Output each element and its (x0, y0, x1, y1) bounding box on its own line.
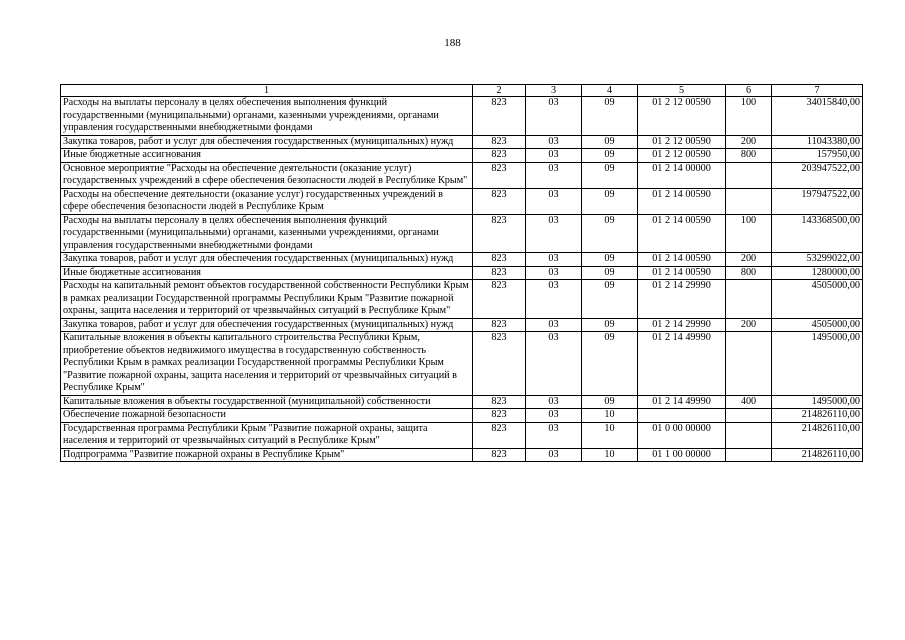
header-col-1: 1 (61, 85, 473, 97)
table-row (61, 266, 863, 280)
header-col-4: 4 (582, 85, 638, 97)
cell-target-article: 01 2 14 00590 (638, 188, 726, 214)
table-row (61, 448, 863, 462)
cell-target-article: 01 2 12 00590 (638, 97, 726, 136)
cell-target-article: 01 2 14 00590 (638, 253, 726, 267)
cell-section: 03 (526, 395, 582, 409)
table-header (61, 85, 863, 97)
cell-subsection: 09 (582, 162, 638, 188)
page-number: 188 (444, 37, 461, 49)
cell-name: Капитальные вложения в объекты капитального строительства Республики Крым, приобретение объектов недвижимого имущества в государственную собственность Республики Крым в рамках реализации Государственной программы Республики Крым "Развитие пожарной охраны, защита населения и территорий от чрезвычайных ситуаций в Республике Крым" (61, 332, 473, 396)
cell-target-article: 01 2 12 00590 (638, 149, 726, 163)
cell-amount: 214826110,00 (772, 422, 863, 448)
cell-name: Закупка товаров, работ и услуг для обеспечения государственных (муниципальных) нужд (61, 135, 473, 149)
cell-expense-type (726, 280, 772, 319)
cell-expense-type: 200 (726, 135, 772, 149)
cell-expense-type (726, 162, 772, 188)
cell-amount: 4505000,00 (772, 280, 863, 319)
cell-ministry: 823 (473, 188, 526, 214)
cell-subsection: 09 (582, 149, 638, 163)
cell-name: Расходы на капитальный ремонт объектов государственной собственности Республики Крым в рамках реализации Государственной программы Республики Крым "Развитие пожарной охраны, защита населения и территорий от чрезвычайных ситуаций в Республике Крым" (61, 280, 473, 319)
cell-expense-type: 800 (726, 266, 772, 280)
cell-expense-type: 800 (726, 149, 772, 163)
cell-target-article: 01 2 14 29990 (638, 280, 726, 319)
cell-amount: 214826110,00 (772, 448, 863, 462)
cell-amount: 214826110,00 (772, 409, 863, 423)
cell-amount: 1495000,00 (772, 332, 863, 396)
cell-amount: 34015840,00 (772, 97, 863, 136)
cell-subsection: 10 (582, 448, 638, 462)
cell-subsection: 09 (582, 318, 638, 332)
cell-section: 03 (526, 318, 582, 332)
cell-subsection: 09 (582, 135, 638, 149)
header-col-2: 2 (473, 85, 526, 97)
cell-name: Капитальные вложения в объекты государственной (муниципальной) собственности (61, 395, 473, 409)
cell-amount: 157950,00 (772, 149, 863, 163)
cell-name: Расходы на обеспечение деятельности (оказание услуг) государственных учреждений в сфере обеспечения безопасности людей в Республике Крым (61, 188, 473, 214)
cell-amount: 143368500,00 (772, 214, 863, 253)
cell-target-article: 01 2 12 00590 (638, 135, 726, 149)
cell-subsection: 09 (582, 214, 638, 253)
cell-ministry: 823 (473, 409, 526, 423)
cell-ministry: 823 (473, 422, 526, 448)
cell-expense-type (726, 409, 772, 423)
cell-name: Закупка товаров, работ и услуг для обеспечения государственных (муниципальных) нужд (61, 318, 473, 332)
cell-subsection: 09 (582, 253, 638, 267)
cell-target-article: 01 2 14 49990 (638, 332, 726, 396)
table-row (61, 188, 863, 214)
cell-target-article: 01 2 14 00590 (638, 266, 726, 280)
table-row (61, 332, 863, 396)
cell-section: 03 (526, 422, 582, 448)
cell-amount: 203947522,00 (772, 162, 863, 188)
cell-amount: 4505000,00 (772, 318, 863, 332)
cell-target-article (638, 409, 726, 423)
cell-section: 03 (526, 266, 582, 280)
cell-ministry: 823 (473, 162, 526, 188)
cell-ministry: 823 (473, 97, 526, 136)
header-col-5: 5 (638, 85, 726, 97)
cell-ministry: 823 (473, 149, 526, 163)
cell-name: Обеспечение пожарной безопасности (61, 409, 473, 423)
table-row (61, 409, 863, 423)
cell-section: 03 (526, 409, 582, 423)
cell-section: 03 (526, 135, 582, 149)
cell-subsection: 10 (582, 409, 638, 423)
table-row (61, 162, 863, 188)
cell-expense-type: 100 (726, 214, 772, 253)
table-body (61, 97, 863, 462)
cell-section: 03 (526, 162, 582, 188)
cell-ministry: 823 (473, 135, 526, 149)
cell-section: 03 (526, 448, 582, 462)
cell-subsection: 09 (582, 266, 638, 280)
table-row (61, 422, 863, 448)
cell-ministry: 823 (473, 280, 526, 319)
cell-ministry: 823 (473, 253, 526, 267)
cell-name: Государственная программа Республики Крым "Развитие пожарной охраны, защита населения и территорий от чрезвычайных ситуаций в Республике Крым" (61, 422, 473, 448)
cell-section: 03 (526, 332, 582, 396)
table-row (61, 253, 863, 267)
cell-name: Подпрограмма "Развитие пожарной охраны в Республике Крым" (61, 448, 473, 462)
cell-name: Расходы на выплаты персоналу в целях обеспечения выполнения функций государственными (муниципальными) органами, казенными учреждениями, органами управления государственными внебюджетными фондами (61, 214, 473, 253)
table-row (61, 149, 863, 163)
cell-name: Иные бюджетные ассигнования (61, 149, 473, 163)
cell-ministry: 823 (473, 395, 526, 409)
cell-section: 03 (526, 280, 582, 319)
cell-name: Закупка товаров, работ и услуг для обеспечения государственных (муниципальных) нужд (61, 253, 473, 267)
cell-target-article: 01 2 14 00000 (638, 162, 726, 188)
cell-target-article: 01 0 00 00000 (638, 422, 726, 448)
cell-subsection: 09 (582, 188, 638, 214)
cell-amount: 53299022,00 (772, 253, 863, 267)
cell-expense-type (726, 188, 772, 214)
cell-amount: 1495000,00 (772, 395, 863, 409)
cell-expense-type (726, 422, 772, 448)
table-row (61, 135, 863, 149)
cell-name: Основное мероприятие "Расходы на обеспечение деятельности (оказание услуг) государственных учреждений в сфере обеспечения безопасности людей в Республике Крым" (61, 162, 473, 188)
cell-subsection: 10 (582, 422, 638, 448)
cell-subsection: 09 (582, 332, 638, 396)
cell-target-article: 01 2 14 29990 (638, 318, 726, 332)
cell-target-article: 01 2 14 00590 (638, 214, 726, 253)
cell-amount: 1280000,00 (772, 266, 863, 280)
cell-section: 03 (526, 97, 582, 136)
header-col-6: 6 (726, 85, 772, 97)
cell-subsection: 09 (582, 97, 638, 136)
cell-amount: 11043380,00 (772, 135, 863, 149)
cell-section: 03 (526, 188, 582, 214)
cell-expense-type: 100 (726, 97, 772, 136)
cell-ministry: 823 (473, 266, 526, 280)
cell-subsection: 09 (582, 280, 638, 319)
cell-ministry: 823 (473, 448, 526, 462)
cell-expense-type: 400 (726, 395, 772, 409)
header-col-3: 3 (526, 85, 582, 97)
cell-section: 03 (526, 149, 582, 163)
cell-expense-type: 200 (726, 253, 772, 267)
cell-name: Иные бюджетные ассигнования (61, 266, 473, 280)
cell-expense-type: 200 (726, 318, 772, 332)
cell-name: Расходы на выплаты персоналу в целях обеспечения выполнения функций государственными (муниципальными) органами, казенными учреждениями, органами управления государственными внебюджетными фондами (61, 97, 473, 136)
cell-ministry: 823 (473, 318, 526, 332)
cell-expense-type (726, 448, 772, 462)
table-row (61, 214, 863, 253)
budget-table (60, 84, 863, 462)
cell-ministry: 823 (473, 332, 526, 396)
table-row (61, 318, 863, 332)
table-row (61, 280, 863, 319)
cell-ministry: 823 (473, 214, 526, 253)
table-row (61, 97, 863, 136)
cell-section: 03 (526, 214, 582, 253)
header-col-7: 7 (772, 85, 863, 97)
cell-expense-type (726, 332, 772, 396)
table-row (61, 395, 863, 409)
cell-subsection: 09 (582, 395, 638, 409)
cell-target-article: 01 1 00 00000 (638, 448, 726, 462)
cell-section: 03 (526, 253, 582, 267)
cell-target-article: 01 2 14 49990 (638, 395, 726, 409)
header-row (61, 85, 863, 97)
cell-amount: 197947522,00 (772, 188, 863, 214)
